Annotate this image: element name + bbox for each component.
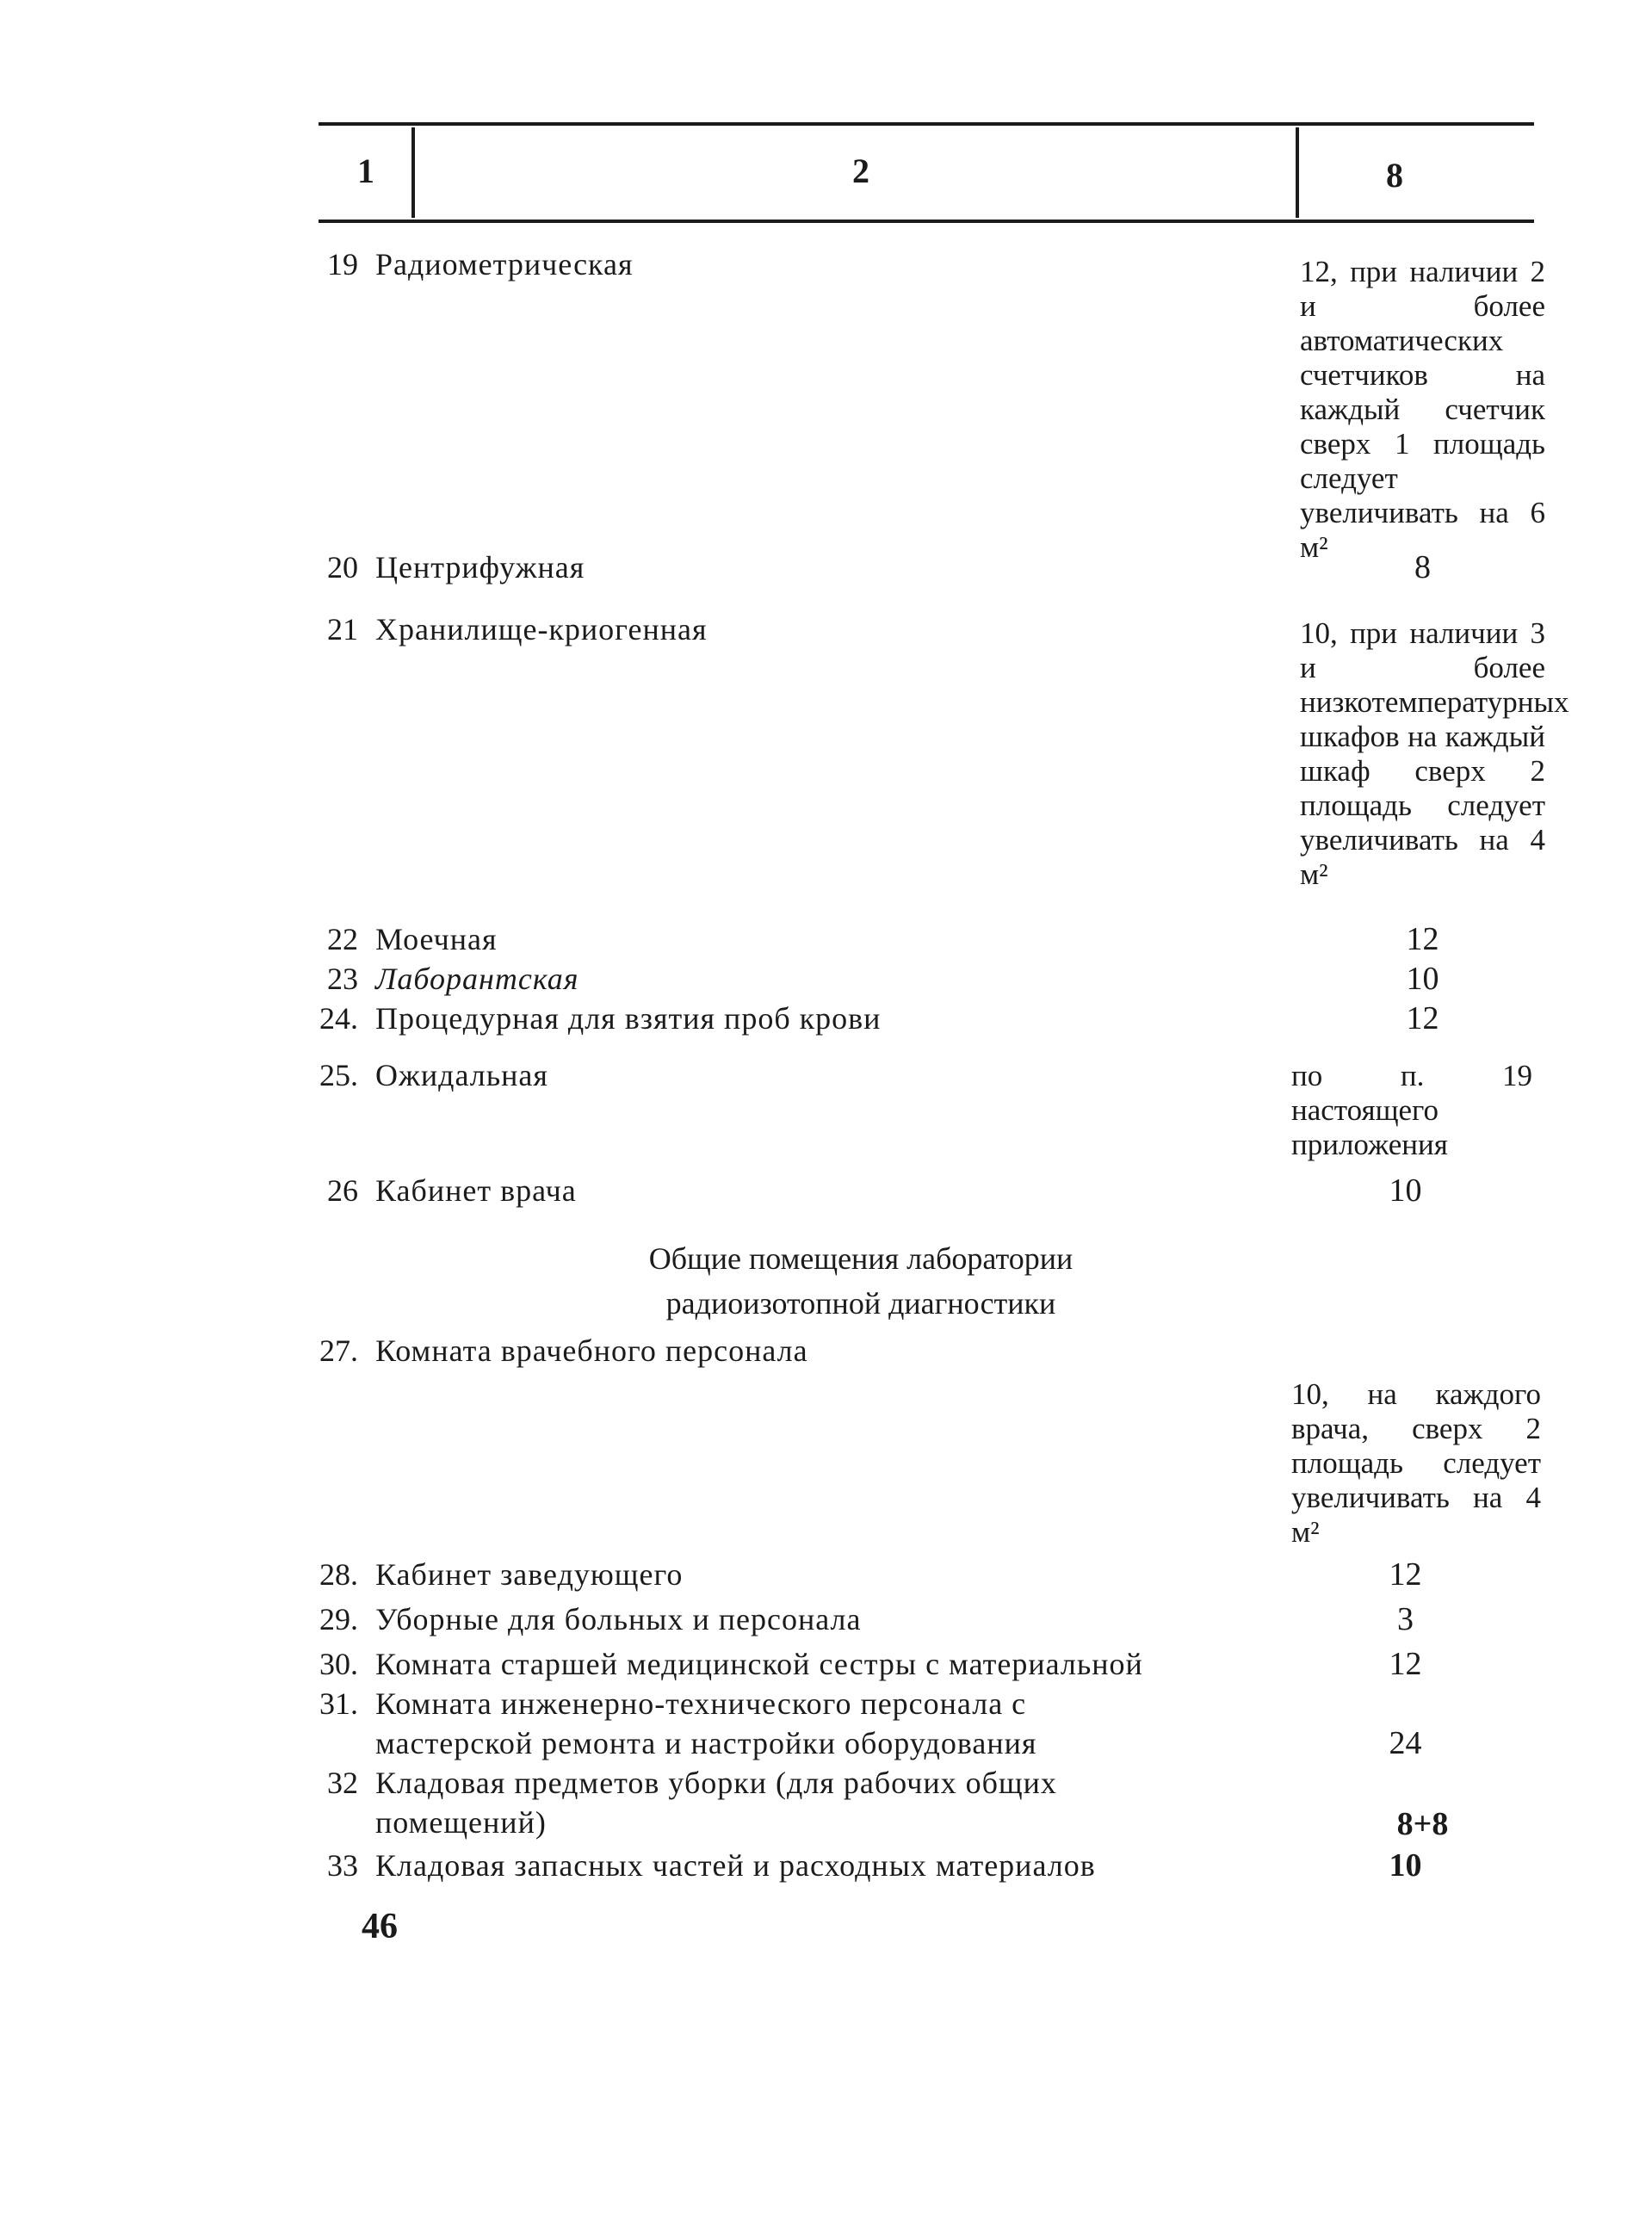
area-value: 12 [1406, 1000, 1439, 1036]
area-value: 3 [1397, 1601, 1414, 1637]
header-top-rule [319, 122, 1534, 126]
area-value: 10 [1389, 1172, 1422, 1209]
room-name: Процедурная для взятия проб крови [375, 1001, 882, 1036]
room-name: Уборные для больных и персонала [375, 1602, 862, 1636]
area-value: 12 [1389, 1556, 1422, 1593]
row-number: 27. [319, 1333, 358, 1368]
section-title [430, 1236, 1291, 1326]
header-col-2: 2 [852, 152, 869, 190]
section-title-line-1: Общие помещения лаборатории [648, 1241, 1073, 1276]
room-name: Лаборантская [375, 962, 579, 996]
header-divider-2 [1296, 127, 1299, 218]
area-value: 8+8 [1396, 1806, 1449, 1842]
room-name: Кладовая предметов уборки (для рабочих общих помещений) [375, 1766, 1057, 1840]
room-name: Кабинет заведующего [375, 1557, 684, 1592]
area-value: по п. 19 настоящего приложения [1291, 1059, 1532, 1161]
page-number: 46 [362, 1907, 398, 1946]
row-number: 32 [327, 1766, 358, 1800]
row-number: 22 [327, 922, 358, 956]
area-value: 24 [1389, 1725, 1422, 1761]
room-name: Хранилище-криогенная [375, 612, 708, 646]
header-col-3: 8 [1386, 156, 1403, 195]
row-number: 20 [327, 550, 358, 585]
header-bottom-rule [319, 220, 1534, 223]
room-name: Моечная [375, 922, 498, 956]
header-divider-1 [411, 127, 415, 218]
room-name: Кабинет врача [375, 1173, 577, 1208]
area-value: 12 [1389, 1646, 1422, 1682]
area-value: 10, при наличии 3 и более низкотемпературных шкафов на каждый шкаф сверх 2 площадь следует увеличивать на 4 м² [1300, 616, 1569, 891]
row-number: 28. [319, 1557, 358, 1592]
area-value: 12 [1406, 921, 1439, 957]
section-title-line-2: радиоизотопной диагностики [665, 1286, 1056, 1321]
row-number: 24. [319, 1001, 358, 1036]
area-value: 8 [1414, 549, 1431, 585]
room-name: Радиометрическая [375, 247, 634, 281]
area-value: 12, при наличии 2 и более автоматических счетчиков на каждый счетчик сверх 1 площадь следует увеличивать на 6 м² [1300, 255, 1545, 564]
room-name: Центрифужная [375, 550, 585, 585]
header-col-1: 1 [357, 152, 374, 190]
area-value: 10, на каждого врача, сверх 2 площадь следует увеличивать на 4 м² [1291, 1377, 1541, 1549]
room-name: Кладовая запасных частей и расходных материалов [375, 1848, 1096, 1883]
row-number: 33 [327, 1848, 358, 1883]
row-number: 26 [327, 1173, 358, 1208]
room-name: Ожидальная [375, 1058, 548, 1092]
row-number: 29. [319, 1602, 358, 1636]
row-number: 30. [319, 1647, 358, 1681]
room-name: Комната инженерно-технического персонала с мастерской ремонта и настройки оборудования [375, 1686, 1037, 1760]
row-number: 21 [327, 612, 358, 646]
row-number: 31. [319, 1686, 358, 1721]
room-name: Комната старшей медицинской сестры с материальной [375, 1647, 1143, 1681]
row-number: 25. [319, 1058, 358, 1092]
row-number: 19 [327, 247, 358, 281]
area-value: 10 [1389, 1847, 1422, 1884]
area-value: 10 [1406, 961, 1439, 997]
room-name: Комната врачебного персонала [375, 1333, 808, 1368]
row-number: 23 [327, 962, 358, 996]
